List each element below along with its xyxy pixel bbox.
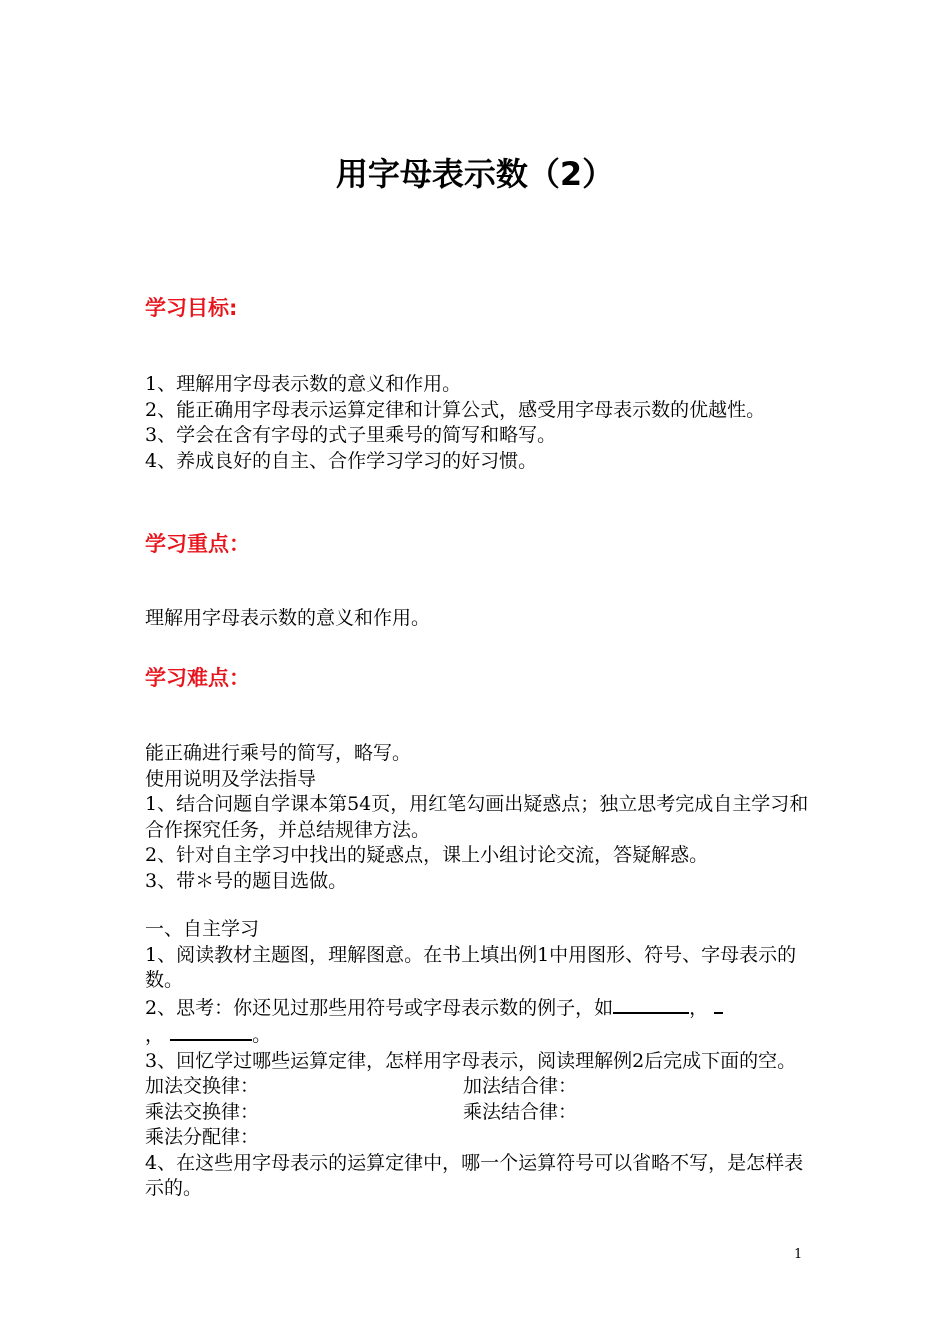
law-row [145, 1074, 810, 1100]
page-number: 1 [794, 1247, 803, 1262]
objectives-heading: 学习目标: [145, 296, 238, 320]
self-study-item: 4、在这些用字母表示的运算定律中，哪一个运算符号可以省略不写，是怎样表示的。 [145, 1151, 804, 1199]
item2-separator: ， [145, 1024, 165, 1046]
objective-item: 2、能正确用字母表示运算定律和计算公式，感受用字母表示数的优越性。 [145, 398, 766, 421]
law-row [145, 1125, 810, 1151]
instruction-item: 2、针对自主学习中找出的疑惑点，课上小组讨论交流，答疑解惑。 [145, 844, 709, 866]
mul-dist-label: 乘法分配律： [145, 1126, 260, 1148]
objective-item: 1、理解用字母表示数的意义和作用。 [145, 373, 462, 395]
key-point-heading: 学习重点： [145, 532, 250, 556]
law-row [145, 1100, 810, 1126]
self-study-item: 3、回忆学过哪些运算定律，怎样用字母表示，阅读理解例2后完成下面的空。 [145, 1049, 797, 1072]
difficulty-instructions-block [145, 741, 810, 894]
difficulty-text: 能正确进行乘号的简写，略写。 [145, 742, 412, 764]
instruction-item: 3、带＊号的题目选做。 [145, 869, 348, 892]
add-assoc-label: 加法结合律： [463, 1075, 578, 1097]
objective-item: 3、学会在含有字母的式子里乘号的简写和略写。 [145, 424, 557, 446]
add-comm-label: 加法交换律： [145, 1075, 260, 1097]
fill-blank[interactable] [613, 994, 689, 1014]
self-study-block [145, 917, 810, 1202]
mul-assoc-label: 乘法结合律： [463, 1100, 578, 1123]
item2-text: 2、思考：你还见过那些用符号或字母表示数的例子，如 [145, 996, 614, 1019]
instructions-heading: 使用说明及学法指导 [145, 767, 317, 790]
key-point-block [145, 606, 810, 632]
objectives-list [145, 372, 810, 474]
fill-blank[interactable] [170, 1021, 252, 1041]
item2-separator: ， [689, 996, 709, 1019]
difficulty-heading: 学习难点： [145, 666, 250, 690]
item2-end: 。 [252, 1024, 272, 1046]
key-point-text: 理解用字母表示数的意义和作用。 [145, 607, 431, 629]
mul-comm-label: 乘法交换律： [145, 1100, 260, 1123]
fill-blank[interactable] [714, 994, 723, 1014]
instruction-item: 1、结合问题自学课本第54页，用红笔勾画出疑惑点；独立思考完成自主学习和合作探究任务，并总结规律方法。 [145, 793, 809, 841]
self-study-heading: 一、自主学习 [145, 918, 260, 940]
objective-item: 4、养成良好的自主、合作学习学习的好习惯。 [145, 449, 538, 472]
page-title: 用字母表示数（2） [335, 155, 615, 193]
self-study-item-2 [145, 994, 810, 1049]
self-study-item: 1、阅读教材主题图，理解图意。在书上填出例1中用图形、符号、字母表示的数。 [145, 943, 797, 991]
